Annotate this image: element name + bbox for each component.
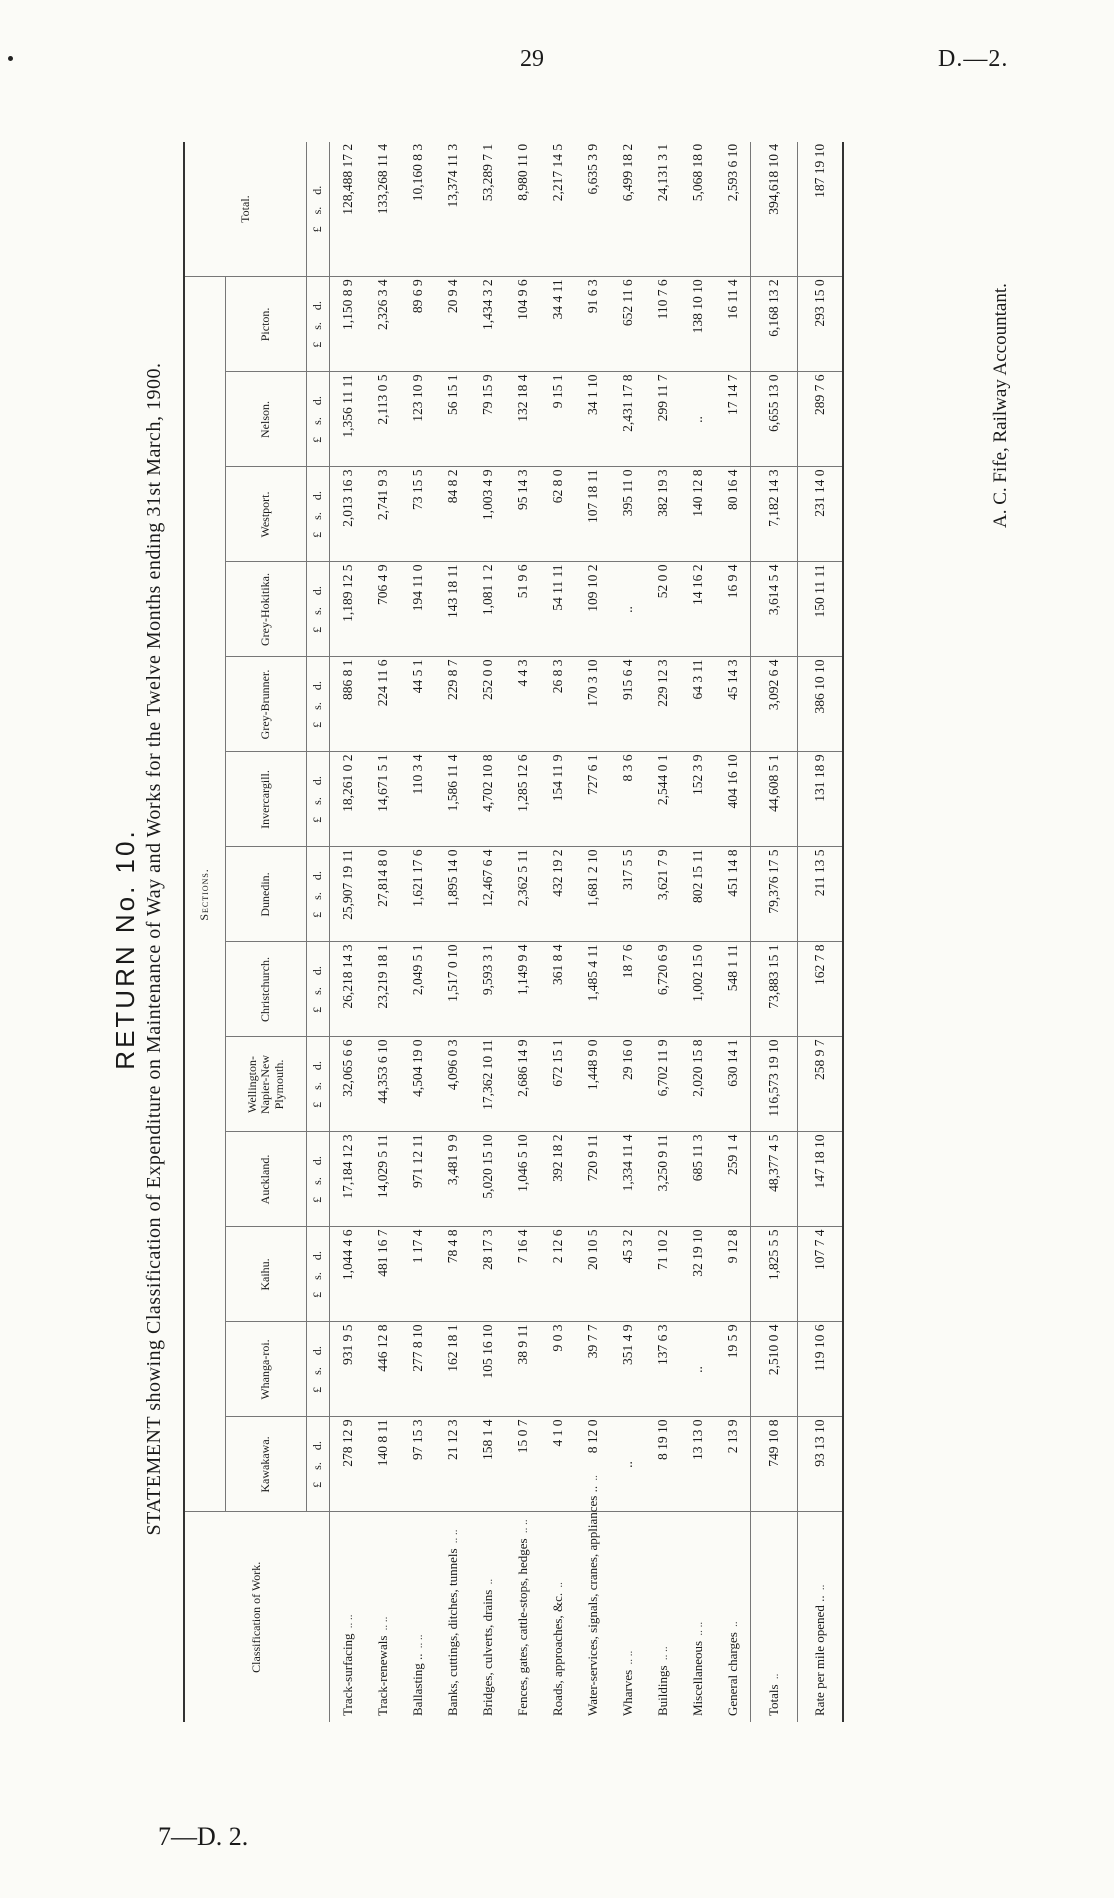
table-row [435,142,470,1722]
leader-dots: .. .. [692,1621,705,1636]
value-cell: 27,814 8 0 [365,847,400,942]
currency-unit-header: £ s. d. [307,467,330,562]
value-cell: 80 16 4 [715,467,751,562]
value-cell: 21 12 3 [435,1417,470,1512]
value-cell: 105 16 10 [470,1322,505,1417]
value-cell: 17,184 12 3 [330,1132,366,1227]
leader-dots: .. [815,1584,827,1591]
value-cell: 9 0 3 [540,1322,575,1417]
value-cell: 1,285 12 6 [505,752,540,847]
value-cell: 7,182 14 3 [751,467,798,562]
classification-header: Classification of Work. [184,1512,330,1722]
value-cell: 672 15 1 [540,1037,575,1132]
value-cell: 1,334 11 4 [610,1132,645,1227]
value-cell: 382 19 3 [645,467,680,562]
row-label: Wharves .. .. [619,1650,635,1716]
value-cell: 277 8 10 [400,1322,435,1417]
value-cell: 5,020 15 10 [470,1132,505,1227]
value-cell: 211 13 5 [798,847,844,942]
value-cell: 2,686 14 9 [505,1037,540,1132]
table-row [505,142,540,1722]
value-cell: 187 19 10 [798,142,844,277]
value-cell: 395 11 0 [610,467,645,562]
value-cell: 802 15 11 [680,847,715,942]
leader-dots: .. [769,1673,781,1680]
leader-dots: .. .. [412,1634,425,1649]
value-cell: 317 5 5 [610,847,645,942]
value-cell: 231 14 0 [798,467,844,562]
value-cell: 6,168 13 2 [751,277,798,372]
table-row [470,142,505,1722]
value-cell: 1,448 9 0 [575,1037,610,1132]
value-cell: 73,883 15 1 [751,942,798,1037]
row-label: General charges .. [724,1621,740,1716]
column-header-section: Nelson. [226,372,307,467]
row-label: Miscellaneous .. .. [689,1621,705,1716]
leader-dots: .. [727,1621,740,1627]
value-cell: 52 0 0 [645,562,680,657]
return-title: RETURN No. 10. [110,828,140,1070]
value-cell: 44 5 1 [400,657,435,752]
value-cell: 229 8 7 [435,657,470,752]
value-cell: 361 8 4 [540,942,575,1037]
leader-dots: .. [587,1475,600,1481]
value-cell: 53,289 7 1 [470,142,505,277]
column-header-section: Westport. [226,467,307,562]
value-cell: 2 13 9 [715,1417,751,1512]
value-cell: 1,434 3 2 [470,277,505,372]
currency-unit-header: £ s. d. [307,562,330,657]
value-cell: 886 8 1 [330,657,366,752]
value-cell: 278 12 9 [330,1417,366,1512]
value-cell: 229 12 3 [645,657,680,752]
value-cell: 110 3 4 [400,752,435,847]
value-cell: 351 4 9 [610,1322,645,1417]
column-header-section: Grey-Hokitika. [226,562,307,657]
value-cell: 446 12 8 [365,1322,400,1417]
value-cell: 48,377 4 5 [751,1132,798,1227]
value-cell: 24,131 3 1 [645,142,680,277]
value-cell: 64 3 11 [680,657,715,752]
value-cell: 140 8 11 [365,1417,400,1512]
value-cell: 162 18 1 [435,1322,470,1417]
leader-dots: .. .. [342,1614,355,1629]
value-cell: 2,049 5 1 [400,942,435,1037]
value-cell: 79,376 17 5 [751,847,798,942]
row-label: Track-surfacing .. .. [339,1614,355,1716]
page-number: 29 [520,46,544,72]
value-cell: 45 14 3 [715,657,751,752]
column-header-section: Wellington-Napier-New Plymouth. [226,1037,307,1132]
row-label: Bridges, culverts, drains .. [479,1578,495,1716]
table-row [365,142,400,1722]
value-cell: .. [610,562,645,657]
leader-dots: .. [552,1582,565,1588]
column-header-section: Christchurch. [226,942,307,1037]
value-cell: 162 7 8 [798,942,844,1037]
value-cell: 1,002 15 0 [680,942,715,1037]
value-cell: 451 14 8 [715,847,751,942]
column-header-section: Whanga-roi. [226,1322,307,1417]
value-cell: 404 16 10 [715,752,751,847]
value-cell: 394,618 10 4 [751,142,798,277]
value-cell: 749 10 8 [751,1417,798,1512]
value-cell: 54 11 11 [540,562,575,657]
value-cell: 128,488 17 2 [330,142,366,277]
value-cell: 4 1 0 [540,1417,575,1512]
value-cell: 3,250 9 11 [645,1132,680,1227]
value-cell: 8 19 10 [645,1417,680,1512]
document-reference: D.—2. [938,46,1009,72]
value-cell: 97 15 3 [400,1417,435,1512]
currency-unit-header: £ s. d. [307,1227,330,1322]
value-cell: 39 7 7 [575,1322,610,1417]
value-cell: 20 10 5 [575,1227,610,1322]
value-cell: 107 18 11 [575,467,610,562]
row-label: Track-renewals .. .. [374,1616,390,1716]
currency-unit-header: £ s. d. [307,1132,330,1227]
value-cell: 8 3 6 [610,752,645,847]
row-label: Buildings .. .. [654,1646,670,1716]
column-header-section: Picton. [226,277,307,372]
value-cell: 154 11 9 [540,752,575,847]
value-cell: 13 13 0 [680,1417,715,1512]
value-cell: 3,481 9 9 [435,1132,470,1227]
value-cell: 2,362 5 11 [505,847,540,942]
value-cell: 432 19 2 [540,847,575,942]
value-cell: .. [680,1322,715,1417]
value-cell: 32 19 10 [680,1227,715,1322]
value-cell: 4,702 10 8 [470,752,505,847]
value-cell: 1,825 5 5 [751,1227,798,1322]
value-cell: 20 9 4 [435,277,470,372]
value-cell: 38 9 11 [505,1322,540,1417]
value-cell: 26 8 3 [540,657,575,752]
row-label: Fences, gates, cattle-stops, hedges .. .. [514,1519,530,1716]
row-label: Banks, cuttings, ditches, tunnels .. .. [444,1529,460,1716]
leader-dots: .. [482,1578,495,1585]
value-cell: 7 16 4 [505,1227,540,1322]
value-cell: 123 10 9 [400,372,435,467]
currency-unit-header: £ s. d. [307,1417,330,1512]
value-cell: 4,096 0 3 [435,1037,470,1132]
value-cell: 727 6 1 [575,752,610,847]
value-cell: 258 9 7 [798,1037,844,1132]
value-cell: 652 11 6 [610,277,645,372]
leader-dots: .. .. [377,1616,390,1631]
table-row [400,142,435,1722]
value-cell: 2,593 6 10 [715,142,751,277]
value-cell: 138 10 10 [680,277,715,372]
row-label: Totals .. [751,1512,798,1722]
value-cell: 289 7 6 [798,372,844,467]
value-cell: 2,431 17 8 [610,372,645,467]
value-cell: 706 4 9 [365,562,400,657]
value-cell: 18 7 6 [610,942,645,1037]
column-header-section: Dunedin. [226,847,307,942]
value-cell: 3,092 6 4 [751,657,798,752]
value-cell: 17,362 10 11 [470,1037,505,1132]
value-cell: 26,218 14 3 [330,942,366,1037]
leader-dots: .. .. [447,1529,460,1544]
value-cell: 2,544 0 1 [645,752,680,847]
value-cell: 89 6 9 [400,277,435,372]
table-row [680,142,715,1722]
value-cell: 44,608 5 1 [751,752,798,847]
value-cell: 119 10 6 [798,1322,844,1417]
value-cell: 1,621 17 6 [400,847,435,942]
value-cell: 2,013 16 3 [330,467,366,562]
value-cell: 51 9 6 [505,562,540,657]
value-cell: 6,702 11 9 [645,1037,680,1132]
value-cell: 2,020 15 8 [680,1037,715,1132]
row-label: Roads, approaches, &c. .. [549,1582,565,1716]
value-cell: 91 6 3 [575,277,610,372]
value-cell: .. [610,1417,645,1512]
table-row [330,142,366,1722]
value-cell: 2,510 0 4 [751,1322,798,1417]
value-cell: 110 7 6 [645,277,680,372]
value-cell: 170 3 10 [575,657,610,752]
value-cell: 116,573 19 10 [751,1037,798,1132]
value-cell: 299 11 7 [645,372,680,467]
signature: A. C. Fife, Railway Accountant. [990,283,1011,528]
value-cell: 143 18 11 [435,562,470,657]
value-cell: 45 3 2 [610,1227,645,1322]
value-cell: 34 4 11 [540,277,575,372]
value-cell: 8 12 0 [575,1417,610,1512]
value-cell: 6,720 6 9 [645,942,680,1037]
value-cell: 194 11 0 [400,562,435,657]
value-cell: 56 15 1 [435,372,470,467]
value-cell: 25,907 19 11 [330,847,366,942]
value-cell: 104 9 6 [505,277,540,372]
table-row [540,142,575,1722]
leader-dots: .. .. [517,1519,530,1534]
value-cell: 147 18 10 [798,1132,844,1227]
value-cell: 17 14 7 [715,372,751,467]
value-cell: 13,374 11 3 [435,142,470,277]
table-row [645,142,680,1722]
value-cell: 137 6 3 [645,1322,680,1417]
column-header-total: Total. [184,142,307,277]
value-cell: 2,217 14 5 [540,142,575,277]
column-header-section: Kawakawa. [226,1417,307,1512]
value-cell: 12,467 6 4 [470,847,505,942]
value-cell: 71 10 2 [645,1227,680,1322]
value-cell: 73 15 5 [400,467,435,562]
value-cell: 1 17 4 [400,1227,435,1322]
value-cell: 14,029 5 11 [365,1132,400,1227]
value-cell: 44,353 6 10 [365,1037,400,1132]
value-cell: 133,268 11 4 [365,142,400,277]
currency-unit-header: £ s. d. [307,942,330,1037]
value-cell: 14 16 2 [680,562,715,657]
value-cell: 1,189 12 5 [330,562,366,657]
value-cell: 386 10 10 [798,657,844,752]
value-cell: 4 4 3 [505,657,540,752]
value-cell: 107 7 4 [798,1227,844,1322]
value-cell: 481 16 7 [365,1227,400,1322]
value-cell: .. [680,372,715,467]
value-cell: 548 1 11 [715,942,751,1037]
value-cell: 84 8 2 [435,467,470,562]
value-cell: 140 12 8 [680,467,715,562]
value-cell: 14,671 5 1 [365,752,400,847]
value-cell: 630 14 1 [715,1037,751,1132]
row-label: Water-services, signals, cranes, appliances .. .. [584,1475,600,1716]
expenditure-table [183,142,844,1722]
value-cell: 259 1 4 [715,1132,751,1227]
value-cell: 252 0 0 [470,657,505,752]
currency-unit-header: £ s. d. [307,277,330,372]
value-cell: 2,741 9 3 [365,467,400,562]
value-cell: 19 5 9 [715,1322,751,1417]
value-cell: 3,621 7 9 [645,847,680,942]
value-cell: 8,980 11 0 [505,142,540,277]
column-header-section: Invercargill. [226,752,307,847]
value-cell: 1,150 8 9 [330,277,366,372]
value-cell: 6,655 13 0 [751,372,798,467]
sections-header: Sections. [184,277,226,1512]
value-cell: 1,046 5 10 [505,1132,540,1227]
leader-dots: .. .. [622,1650,635,1665]
table-row [751,142,798,1722]
column-header-section: Kaihu. [226,1227,307,1322]
column-header-section: Auckland. [226,1132,307,1227]
value-cell: 6,635 3 9 [575,142,610,277]
value-cell: 15 0 7 [505,1417,540,1512]
value-cell: 95 14 3 [505,467,540,562]
value-cell: 720 9 11 [575,1132,610,1227]
table-row [715,142,751,1722]
value-cell: 1,044 4 6 [330,1227,366,1322]
value-cell: 1,485 4 11 [575,942,610,1037]
value-cell: 109 10 2 [575,562,610,657]
value-cell: 915 6 4 [610,657,645,752]
row-label: Ballasting .. .. .. [409,1634,425,1716]
value-cell: 158 1 4 [470,1417,505,1512]
value-cell: 1,356 11 11 [330,372,366,467]
currency-unit-header: £ s. d. [307,657,330,752]
value-cell: 78 4 8 [435,1227,470,1322]
value-cell: 2,113 0 5 [365,372,400,467]
value-cell: 9,593 3 1 [470,942,505,1037]
value-cell: 1,149 9 4 [505,942,540,1037]
value-cell: 931 9 5 [330,1322,366,1417]
value-cell: 62 8 0 [540,467,575,562]
value-cell: 132 18 4 [505,372,540,467]
currency-unit-header: £ s. d. [307,752,330,847]
table-row [610,142,645,1722]
value-cell: 23,219 18 1 [365,942,400,1037]
value-cell: 32,065 6 6 [330,1037,366,1132]
row-label: Rate per mile opened .. .. [798,1512,844,1722]
value-cell: 16 11 4 [715,277,751,372]
column-header-section: Grey-Brunner. [226,657,307,752]
value-cell: 9 12 8 [715,1227,751,1322]
value-cell: 9 15 1 [540,372,575,467]
value-cell: 29 16 0 [610,1037,645,1132]
value-cell: 18,261 0 2 [330,752,366,847]
value-cell: 3,614 5 4 [751,562,798,657]
table-row [798,142,844,1722]
value-cell: 1,895 14 0 [435,847,470,942]
value-cell: 131 18 9 [798,752,844,847]
value-cell: 224 11 6 [365,657,400,752]
value-cell: 28 17 3 [470,1227,505,1322]
currency-unit-header: £ s. d. [307,847,330,942]
value-cell: 79 15 9 [470,372,505,467]
value-cell: 1,586 11 4 [435,752,470,847]
value-cell: 6,499 18 2 [610,142,645,277]
value-cell: 293 15 0 [798,277,844,372]
value-cell: 152 3 9 [680,752,715,847]
value-cell: 5,068 18 0 [680,142,715,277]
currency-unit-header: £ s. d. [307,1322,330,1417]
value-cell: 16 9 4 [715,562,751,657]
statement-title: STATEMENT showing Classification of Expenditure on Maintenance of Way and Works for the Twelve Months ending 31st March, 1900. [143,362,165,1536]
value-cell: 10,160 8 3 [400,142,435,277]
table-row [575,142,610,1722]
currency-unit-header: £ s. d. [307,142,330,277]
value-cell: 1,003 4 9 [470,467,505,562]
value-cell: 2 12 6 [540,1227,575,1322]
value-cell: 685 11 3 [680,1132,715,1227]
currency-unit-header: £ s. d. [307,1037,330,1132]
value-cell: 93 13 10 [798,1417,844,1512]
currency-unit-header: £ s. d. [307,372,330,467]
footer-reference: 7—D. 2. [158,1822,249,1851]
value-cell: 1,081 1 2 [470,562,505,657]
value-cell: 4,504 19 0 [400,1037,435,1132]
value-cell: 971 12 11 [400,1132,435,1227]
value-cell: 2,326 3 4 [365,277,400,372]
value-cell: 1,517 0 10 [435,942,470,1037]
value-cell: 34 1 10 [575,372,610,467]
leader-dots: .. .. [657,1646,670,1661]
value-cell: 150 11 11 [798,562,844,657]
value-cell: 392 18 2 [540,1132,575,1227]
value-cell: 1,681 2 10 [575,847,610,942]
